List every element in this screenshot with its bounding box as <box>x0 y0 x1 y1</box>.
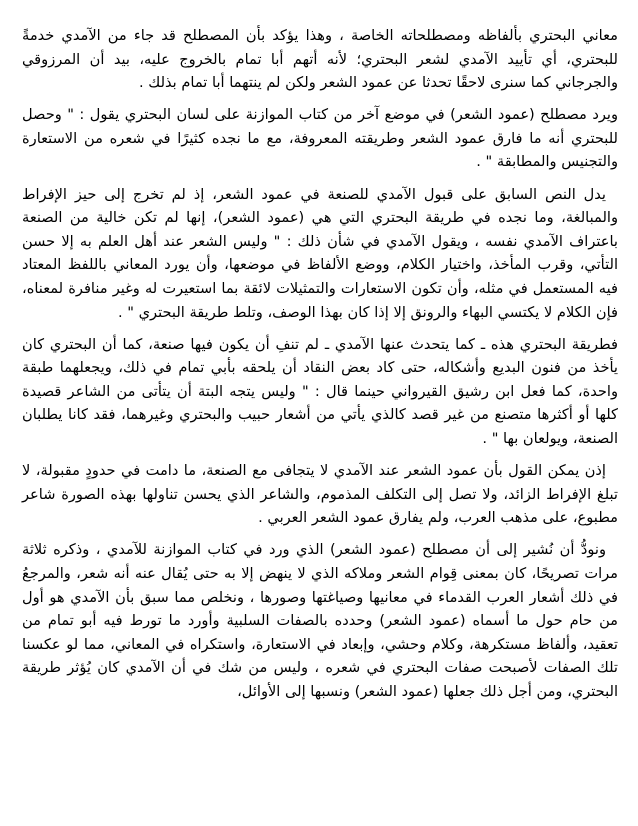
paragraph-2: ويرد مصطلح (عمود الشعر) في موضع آخر من كتاب الموازنة على لسان البحتري يقول : " وحصل للبحتري أنه ما فارق عمود الشعر وطريقته المعروفة، مع ما نجده كثيرًا في شعره من الاستعارة والتجنيس والمطابقة " . <box>22 106 618 171</box>
paragraph-6: ونودُّ أن نُشير إلى أن مصطلح (عمود الشعر) الذي ورد في كتاب الموازنة للآمدي ، وذكره ثلاثة مرات تصريحًا، كان بمعنى قِوام الشعر وملاكه الذي لا ينهض إلا به حتى يُقال عنه أنه شعر، والمرجعُ في ذلك أشعار العرب القدماء في معانيها وصياغتها وصورها ، ونخلص مما سبق بأن الآمدي هو أول من حام حول ما أسماه (عمود الشعر) وحدده بالصفات السلبية وأورد ما تورط فيه أبو تمام من تعقيد، وألفاظ مستكرهة، وكلام وحشي، وإبعاد في الاستعارة، واستكراه في المعاني، مما لو عكسنا تلك الصفات لأصبحت صفات البحتري في شعره ، وليس من شك في أن الآمدي كان يُؤثر طريقة البحتري، ومن أجل ذلك جعلها (عمود الشعر) ونسبها إلى الأوائل، <box>22 541 618 700</box>
paragraph-3: يدل النص السابق على قبول الآمدي للصنعة في عمود الشعر، إذ لم تخرج إلى حيز الإفراط والمبالغة، وما نجده في طريقة البحتري التي هي (عمود الشعر)، إنها لم تكن خالية من الصنعة باعتراف الآمدي نفسه ، ويقول الآمدي في شأن ذلك : " وليس الشعر عند أهل العلم به إلا حسن التأتي، وقرب المأخذ، واختيار الكلام، ووضع الألفاظ في موضعها، وأن يورد المعاني باللفظ المعتاد فيه المستعمل في مثله، وأن تكون الاستعارات والتمثيلات لائقة بما استعيرت له وغير منافرة لمعناه، فإن الكلام لا يكتسي البهاء والرونق إلا إذا كان بهذا الوصف، وتلط طريقة البحتري " . <box>22 185 618 321</box>
paragraph-1: معاني البحتري بألفاظه ومصطلحاته الخاصة ، وهذا يؤكد بأن المصطلح قد جاء من الآمدي خدمةً للبحتري، أي تأييد الآمدي لشعر البحتري؛ لأنه أتهم أبا تمام بالخروج عليه، بيد أن المرزوقي والجرجاني كما سنرى لاحقًا تحدثا عن عمود الشعر ولكن لم ينتهما أبا تمام بذلك . <box>22 27 618 92</box>
paragraph-4: فطريقة البحتري هذه ـ كما يتحدث عنها الآمدي ـ لم تنفِ أن يكون فيها صنعة، كما أن البحتري كان يأخذ من فنون البديع وأشكاله، حتى كاد بعض النقاد أن يلحقه بأبي تمام في ذلك، ويجعلهما طبقة واحدة، كما فعل ابن رشيق القيرواني حينما قال : " وليس يتجه البتة أن يتأتى من الشاعر قصيدة كلها أو أكثرها متصنع من غير قصد كالذي يأتي من أشعار حبيب والبحتري وغيرهما، فقد كانا يطلبان الصنعة، ويولعان بها " . <box>22 335 618 447</box>
paragraph-5: إذن يمكن القول بأن عمود الشعر عند الآمدي لا يتجافى مع الصنعة، ما دامت في حدودٍ مقبولة، لا تبلغ الإفراط الزائد، ولا تصل إلى التكلف المذموم، والشاعر الذي يحسن تناولها بهذه الصورة شاعر مطبوع، على مذهب العرب، ولم يفارق عمود الشعر العربي . <box>22 462 618 527</box>
